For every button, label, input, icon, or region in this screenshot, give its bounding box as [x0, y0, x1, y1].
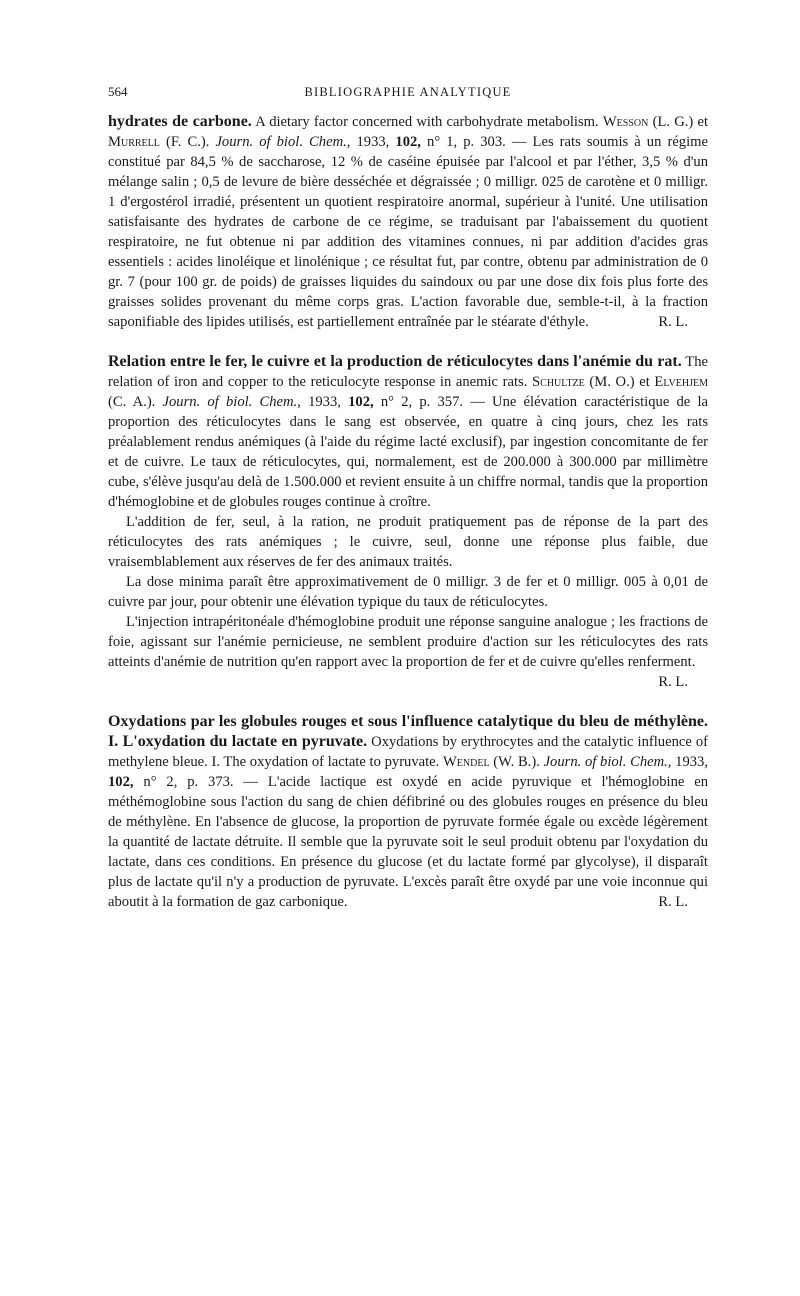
entry-text	[108, 352, 708, 512]
document-page	[108, 82, 708, 932]
journal-year: 1933,	[675, 754, 708, 770]
bibliography-entry-3	[108, 712, 708, 912]
author-initials: (W. B.).	[493, 754, 540, 770]
entry-text	[108, 712, 708, 912]
author-initials: (M. O.) et	[589, 374, 650, 390]
english-title: A dietary factor concerned with carbohydrate metabolism.	[255, 114, 599, 130]
author-name: Wendel	[443, 754, 490, 770]
bibliography-entry-1	[108, 112, 708, 332]
entry-title: Oxydations par les globules rouges et sous l'influence catalytique du bleu de méthylène. I. L'oxydation du lactate en pyruvate.	[108, 713, 708, 750]
abstract-paragraph	[108, 612, 708, 690]
author-initials: (F. C.).	[165, 134, 210, 150]
running-title: BIBLIOGRAPHIE ANALYTIQUE	[304, 85, 512, 99]
abstract-paragraph: La dose minima paraît être approximativement de 0 milligr. 3 de fer et 0 milligr. 005 à 0,01 de cuivre par jour, pour obtenir une élévation typique du taux de réticulocytes.	[108, 574, 708, 610]
bibliography-entry-2	[108, 352, 708, 692]
journal-issue: n° 2, p. 357. —	[380, 394, 485, 410]
journal-volume: 102,	[108, 774, 134, 790]
entry-title: Relation entre le fer, le cuivre et la production de réticulocytes dans l'anémie du rat.	[108, 353, 682, 370]
english-title: Oxydations by erythrocytes and the catalytic influence of methylene bleue. I. The oxydation of lactate to pyruvate.	[108, 734, 708, 770]
signature: R. L.	[658, 894, 688, 910]
journal-year: 1933,	[356, 134, 390, 150]
abstract-body: L'acide lactique est oxydé en acide pyruvique et l'hémoglobine en méthémoglobine sous l'action du sang de chien défibriné ou des globules rouges en présence du bleu de méthylène. En l'absence de glucose, la proportion de pyruvate formée égale ou excède légèrement la quantité de lactate détruite. Il semble que la pyruvate soit le seul produit obtenu par l'oxydation du lactate, dans ces conditions. En présence du glucose (et du lactate formé par glycolyse), il disparaît plus de lactate qu'il n'y a production de pyruvate. L'excès paraît être oxydé par une voie inconnue qui aboutit à la formation de gaz carbonique.	[108, 774, 708, 910]
journal-name: Journ. of biol. Chem.,	[215, 134, 351, 150]
journal-name: Journ. of biol. Chem.,	[162, 394, 301, 410]
author-initials: (L. G.) et	[652, 114, 709, 130]
signature: R. L.	[658, 314, 688, 330]
journal-volume: 102,	[348, 394, 374, 410]
page-number: 564	[108, 84, 128, 99]
journal-year: 1933,	[308, 394, 341, 410]
author-name: Elvehjem	[654, 374, 708, 390]
journal-issue: n° 2, p. 373. —	[143, 774, 259, 790]
author-initials: (C. A.).	[108, 394, 156, 410]
entry-title: hydrates de carbone.	[108, 113, 252, 130]
abstract-paragraph-text: L'injection intrapéritonéale d'hémoglobine produit une réponse sanguine analogue ; les fractions de foie, agissant sur l'anémie pernicieuse, ne semblent produire d'action sur les réticulocytes des rats atteints d'anémie de nutrition qu'en rapport avec la proportion de fer et de cuivre qu'elles renferment.	[108, 614, 708, 670]
abstract-paragraph: L'addition de fer, seul, à la ration, ne produit pratiquement pas de réponse de la part des réticulocytes des rats anémiques ; le cuivre, seul, donne une réponse plus faible, due vraisemblablement aux réserves de fer des animaux traités.	[108, 514, 708, 570]
journal-volume: 102,	[395, 134, 421, 150]
page-header	[108, 82, 708, 102]
journal-issue: n° 1, p. 303. —	[427, 134, 527, 150]
author-name: Wesson	[602, 114, 649, 130]
entry-text	[108, 112, 708, 332]
abstract-body: Les rats soumis à un régime constitué par 84,5 % de saccharose, 12 % de caséine épuisée par l'alcool et par l'éther, 3,5 % d'un mélange salin ; 0,5 de levure de bière desséchée et dégraissée ; 0 milligr. 025 de carotène et 0 milligr. 1 d'ergostérol irradié, présentent un quotient respiratoire anormal, supérieur à l'unité. Une utilisation satisfaisante des hydrates de carbone de ce régime, se traduisant par l'abaissement du quotient respiratoire, ne fut obtenue ni par addition des vitamines connues, ni par addition d'acides gras essentiels : acides linoléique et linolénique ; ce résultat fut, par contre, obtenu par administration de 0 gr. 7 (pour 100 gr. de poids) de graisses liquides du saindoux ou par une dose dix fois plus forte des graisses solides provenant du même corps gras. L'action favorable due, semble-t-il, à la fraction saponifiable des lipides utilisés, est partiellement entraînée par le stéarate d'éthyle.	[108, 134, 708, 330]
abstract-body: Une élévation caractéristique de la proportion des réticulocytes dans le sang est observée, en quatre à cinq jours, chez les rats préalablement rendus anémiques (à l'aide du régime lacté exclusif), par ingestion concomitante de fer et de cuivre. Le taux de réticulocytes, qui, normalement, est de 200.000 à 300.000 par millimètre cube, s'élève jusqu'au delà de 1.500.000 et revient ensuite à un chiffre normal, tandis que la proportion d'hémoglobine et de globules rouges continue à croître.	[108, 394, 708, 510]
signature: R. L.	[658, 674, 688, 690]
author-name: Schultze	[532, 374, 585, 390]
author-name: Murrell	[108, 134, 160, 150]
english-title: The relation of iron and copper to the reticulocyte response in anemic rats.	[108, 354, 708, 390]
journal-name: Journ. of biol. Chem.,	[543, 754, 672, 770]
